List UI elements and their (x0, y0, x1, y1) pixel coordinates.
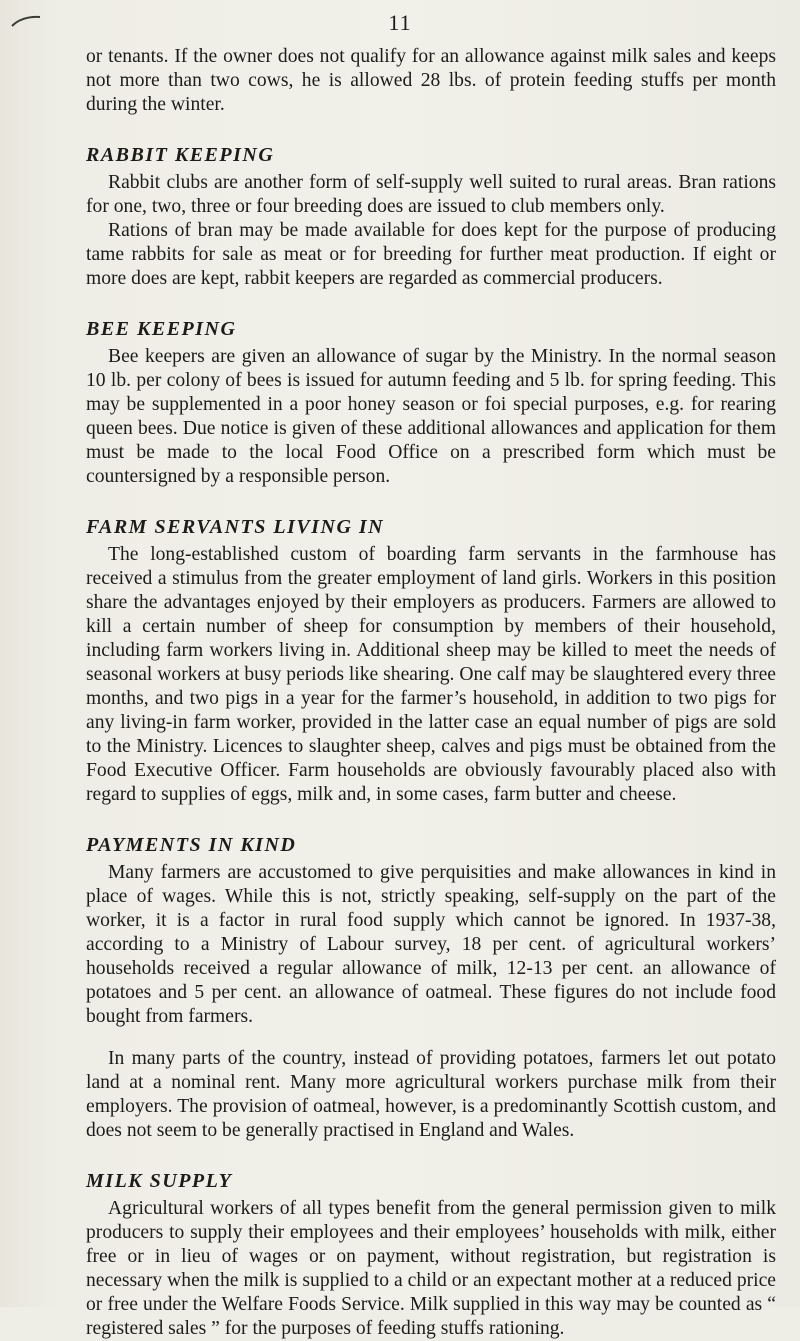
paragraph: Bee keepers are given an allowance of sugar by the Ministry. In the normal season 10 lb. per colony of bees is issued for autumn feeding and 5 lb. for spring feeding. This may be supplemented in a poor honey season or foi special purposes, e.g. for rearing queen bees. Due notice is given of these additional allowances and application for them must be made to the local Food Office on a prescribed form which must be countersigned by a responsible person. (86, 346, 776, 487)
section-heading-farm-servants: FARM SERVANTS LIVING IN (86, 516, 385, 538)
section-heading-milk-supply: MILK SUPPLY (86, 1170, 233, 1192)
section-heading-bee-keeping: BEE KEEPING (86, 318, 237, 340)
paragraph: Rations of bran may be made available for does kept for the purpose of producing tame rabbits for sale as meat or for breeding for further meat production. If eight or more does are kept, rabbit keepers are regarded as commercial producers. (86, 220, 776, 289)
paragraph: The long-established custom of boarding farm servants in the farmhouse has received a stimulus from the greater employment of land girls. Workers in this position share the advantages enjoyed by their employers as producers. Farmers are allowed to kill a certain number of sheep for consumption by members of their household, including farm workers living in. Additional sheep may be killed to meet the needs of seasonal workers at busy periods like shearing. One calf may be slaughtered every three months, and two pigs in a year for the farmer’s household, in addition to two pigs for any living-in farm worker, provided in the latter case an equal number of pigs are sold to the Ministry. Licences to slaughter sheep, calves and pigs must be obtained from the Food Executive Officer. Farm households are obviously favourably placed also with regard to supplies of eggs, milk and, in some cases, farm butter and cheese. (86, 544, 776, 805)
body-text (86, 45, 776, 1341)
page-number: 11 (388, 10, 412, 35)
section-heading-payments-in-kind: PAYMENTS IN KIND (86, 834, 297, 856)
paragraph: In many parts of the country, instead of providing potatoes, farmers let out potato land at a nominal rent. Many more agricultural workers purchase milk from their employers. The provision of oatmeal, however, is a predominantly Scottish custom, and does not seem to be generally practised in England and Wales. (86, 1048, 776, 1141)
paragraph: Agricultural workers of all types benefit from the general permission given to milk producers to supply their employees and their employees’ households with milk, either free or in lieu of wages or on payment, without registration, but registration is necessary when the milk is supplied to a child or an expectant mother at a reduced price or free under the Welfare Foods Service. Milk supplied in this way may be counted as “ registered sales ” for the purposes of feeding stuffs rationing. (86, 1198, 776, 1339)
paragraph: Many farmers are accustomed to give perquisities and make allowances in kind in place of wages. While this is not, strictly speaking, self-supply on the part of the worker, it is a factor in rural food supply which cannot be ignored. In 1937-38, according to a Ministry of Labour survey, 18 per cent. of agricultural workers’ households received a regular allowance of milk, 12-13 per cent. an allowance of potatoes and 5 per cent. an allowance of oatmeal. These figures do not include food bought from farmers. (86, 862, 776, 1027)
paragraph-gap (86, 1029, 776, 1047)
intro-paragraph: or tenants. If the owner does not qualify for an allowance against milk sales and keeps not more than two cows, he is allowed 28 lbs. of protein feeding stuffs per month during the winter. (86, 46, 776, 115)
section-heading-rabbit-keeping: RABBIT KEEPING (86, 144, 275, 166)
paragraph: Rabbit clubs are another form of self-supply well suited to rural areas. Bran rations for one, two, three or four breeding does are issued to club members only. (86, 172, 776, 217)
